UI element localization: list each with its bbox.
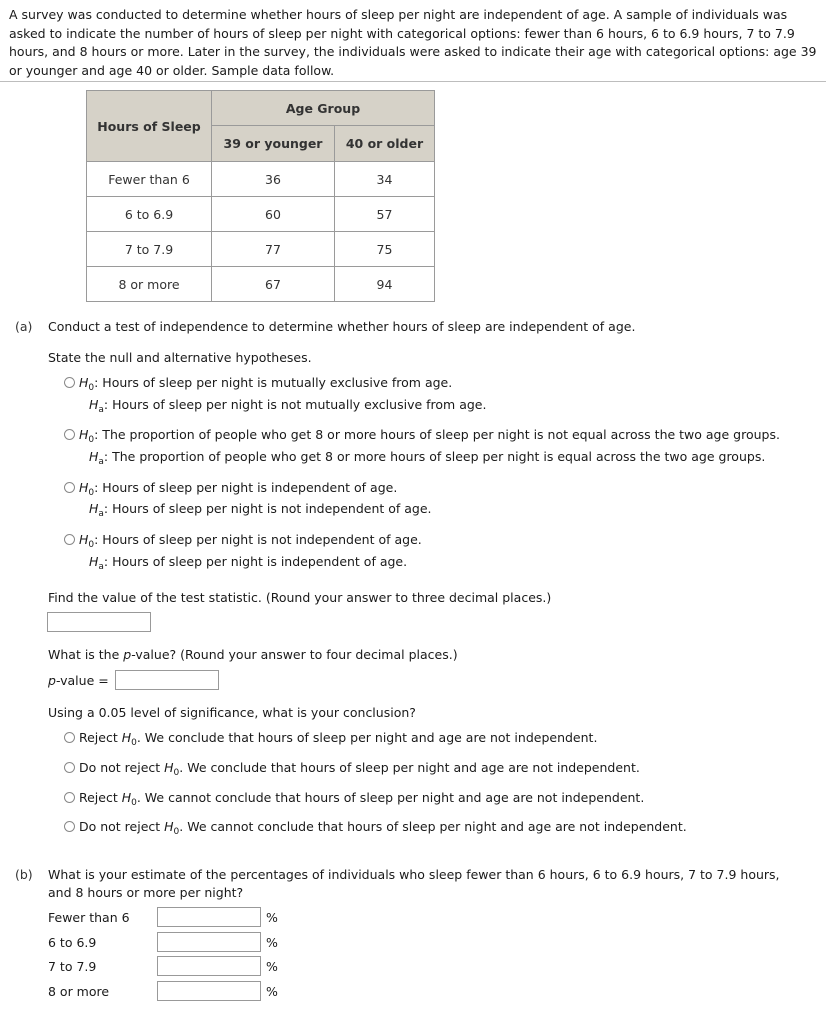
alt-hypothesis-2: $H_a$: The proportion of people who get 8 or more hours of sleep per night is equal across the two age groups. <box>89 449 766 467</box>
percent-label: Fewer than 6 <box>48 910 130 925</box>
table-cell: 57 <box>335 197 435 232</box>
percent-input-8-or-more[interactable] <box>157 981 261 1001</box>
radio-button[interactable] <box>64 732 75 743</box>
hypothesis-option-4[interactable]: $H_0$: Hours of sleep per night is not independent of age. <box>64 531 422 549</box>
percent-input-6-to-6.9[interactable] <box>157 932 261 952</box>
column-header: 40 or older <box>335 126 435 162</box>
percent-unit: % <box>266 959 278 974</box>
radio-button[interactable] <box>64 821 75 832</box>
row-label: 7 to 7.9 <box>87 232 212 267</box>
part-a-label: (a) <box>15 319 33 334</box>
conclusion-option-3[interactable]: Reject $H_0$. We cannot conclude that hours of sleep per night and age are not independent. <box>64 789 644 807</box>
radio-button[interactable] <box>64 762 75 773</box>
p-value-input[interactable] <box>115 670 219 690</box>
table-cell: 67 <box>212 267 335 302</box>
alt-hypothesis: : Hours of sleep per night is not mutually exclusive from age. <box>103 397 487 412</box>
row-label: 8 or more <box>87 267 212 302</box>
hypothesis-option-1[interactable]: $H_0$: Hours of sleep per night is mutually exclusive from age. <box>64 374 452 392</box>
radio-button[interactable] <box>64 534 75 545</box>
alt-hypothesis-1: $H_a$: Hours of sleep per night is not mutually exclusive from age. <box>89 397 487 415</box>
group-header: Age Group <box>212 91 435 126</box>
part-b-question-line2: and 8 hours or more per night? <box>48 885 244 900</box>
table-row <box>87 162 435 197</box>
row-header: Hours of Sleep <box>87 91 212 162</box>
conclusion-prompt: Using a 0.05 level of significance, what is your conclusion? <box>48 705 416 720</box>
conclusion-option-2[interactable]: Do not reject $H_0$. We conclude that hours of sleep per night and age are not independent. <box>64 759 640 777</box>
divider <box>0 81 826 82</box>
alt-hypothesis: : Hours of sleep per night is not independent of age. <box>103 501 432 516</box>
hypothesis-option-3[interactable]: $H_0$: Hours of sleep per night is independent of age. <box>64 479 397 497</box>
table-cell: 94 <box>335 267 435 302</box>
alt-hypothesis: : Hours of sleep per night is independent of age. <box>103 554 408 569</box>
null-hypothesis: : Hours of sleep per night is mutually exclusive from age. <box>94 375 453 390</box>
conclusion-option-1[interactable]: Reject $H_0$. We conclude that hours of sleep per night and age are not independent. <box>64 729 597 747</box>
problem-intro: A survey was conducted to determine whether hours of sleep per night are independent of age. A sample of individuals was asked to indicate the number of hours of sleep per night with categorical options: fewer than 6 hours, 6 to 6.9 hours, 7 to 7.9 hours, and 8 hours or more. Later in the survey, the individuals were asked to indicate their age with categorical options: age 39 or younger and age 40 or older. Sample data follow. <box>9 7 817 78</box>
table-cell: 36 <box>212 162 335 197</box>
table-cell: 60 <box>212 197 335 232</box>
percent-label: 6 to 6.9 <box>48 935 97 950</box>
percent-input-fewer-than-6[interactable] <box>157 907 261 927</box>
percent-unit: % <box>266 935 278 950</box>
percent-unit: % <box>266 984 278 999</box>
part-b-label: (b) <box>15 867 33 882</box>
hypothesis-option-2[interactable]: $H_0$: The proportion of people who get 8 or more hours of sleep per night is not equal across the two age groups. <box>64 426 780 444</box>
part-b-question-line1: What is your estimate of the percentages of individuals who sleep fewer than 6 hours, 6 to 6.9 hours, 7 to 7.9 hours, <box>48 867 780 882</box>
null-hypothesis: : The proportion of people who get 8 or more hours of sleep per night is not equal across the two age groups. <box>94 427 780 442</box>
radio-button[interactable] <box>64 792 75 803</box>
null-hypothesis: : Hours of sleep per night is not independent of age. <box>94 532 422 547</box>
table-row <box>87 197 435 232</box>
radio-button[interactable] <box>64 429 75 440</box>
test-statistic-input[interactable] <box>47 612 151 632</box>
percent-input-7-to-7.9[interactable] <box>157 956 261 976</box>
test-statistic-prompt: Find the value of the test statistic. (Round your answer to three decimal places.) <box>48 590 552 605</box>
conclusion-option-4[interactable]: Do not reject $H_0$. We cannot conclude that hours of sleep per night and age are not independent. <box>64 818 687 836</box>
part-a-question: Conduct a test of independence to determine whether hours of sleep are independent of age. <box>48 319 636 334</box>
radio-button[interactable] <box>64 482 75 493</box>
p-value-label: p-value = <box>48 673 109 688</box>
alt-hypothesis: : The proportion of people who get 8 or more hours of sleep per night is equal across the two age groups. <box>103 449 766 464</box>
row-label: 6 to 6.9 <box>87 197 212 232</box>
table-cell: 34 <box>335 162 435 197</box>
p-value-prompt: What is the p-value? (Round your answer to four decimal places.) <box>48 647 458 662</box>
hypotheses-prompt: State the null and alternative hypotheses. <box>48 350 312 365</box>
row-label: Fewer than 6 <box>87 162 212 197</box>
table-cell: 77 <box>212 232 335 267</box>
table-cell: 75 <box>335 232 435 267</box>
table-row <box>87 267 435 302</box>
alt-hypothesis-3: $H_a$: Hours of sleep per night is not independent of age. <box>89 501 432 519</box>
percent-label: 8 or more <box>48 984 110 999</box>
sample-data-table <box>86 90 435 302</box>
column-header: 39 or younger <box>212 126 335 162</box>
percent-unit: % <box>266 910 278 925</box>
percent-label: 7 to 7.9 <box>48 959 97 974</box>
null-hypothesis: : Hours of sleep per night is independent of age. <box>94 480 398 495</box>
alt-hypothesis-4: $H_a$: Hours of sleep per night is independent of age. <box>89 554 408 572</box>
table-row <box>87 232 435 267</box>
radio-button[interactable] <box>64 377 75 388</box>
